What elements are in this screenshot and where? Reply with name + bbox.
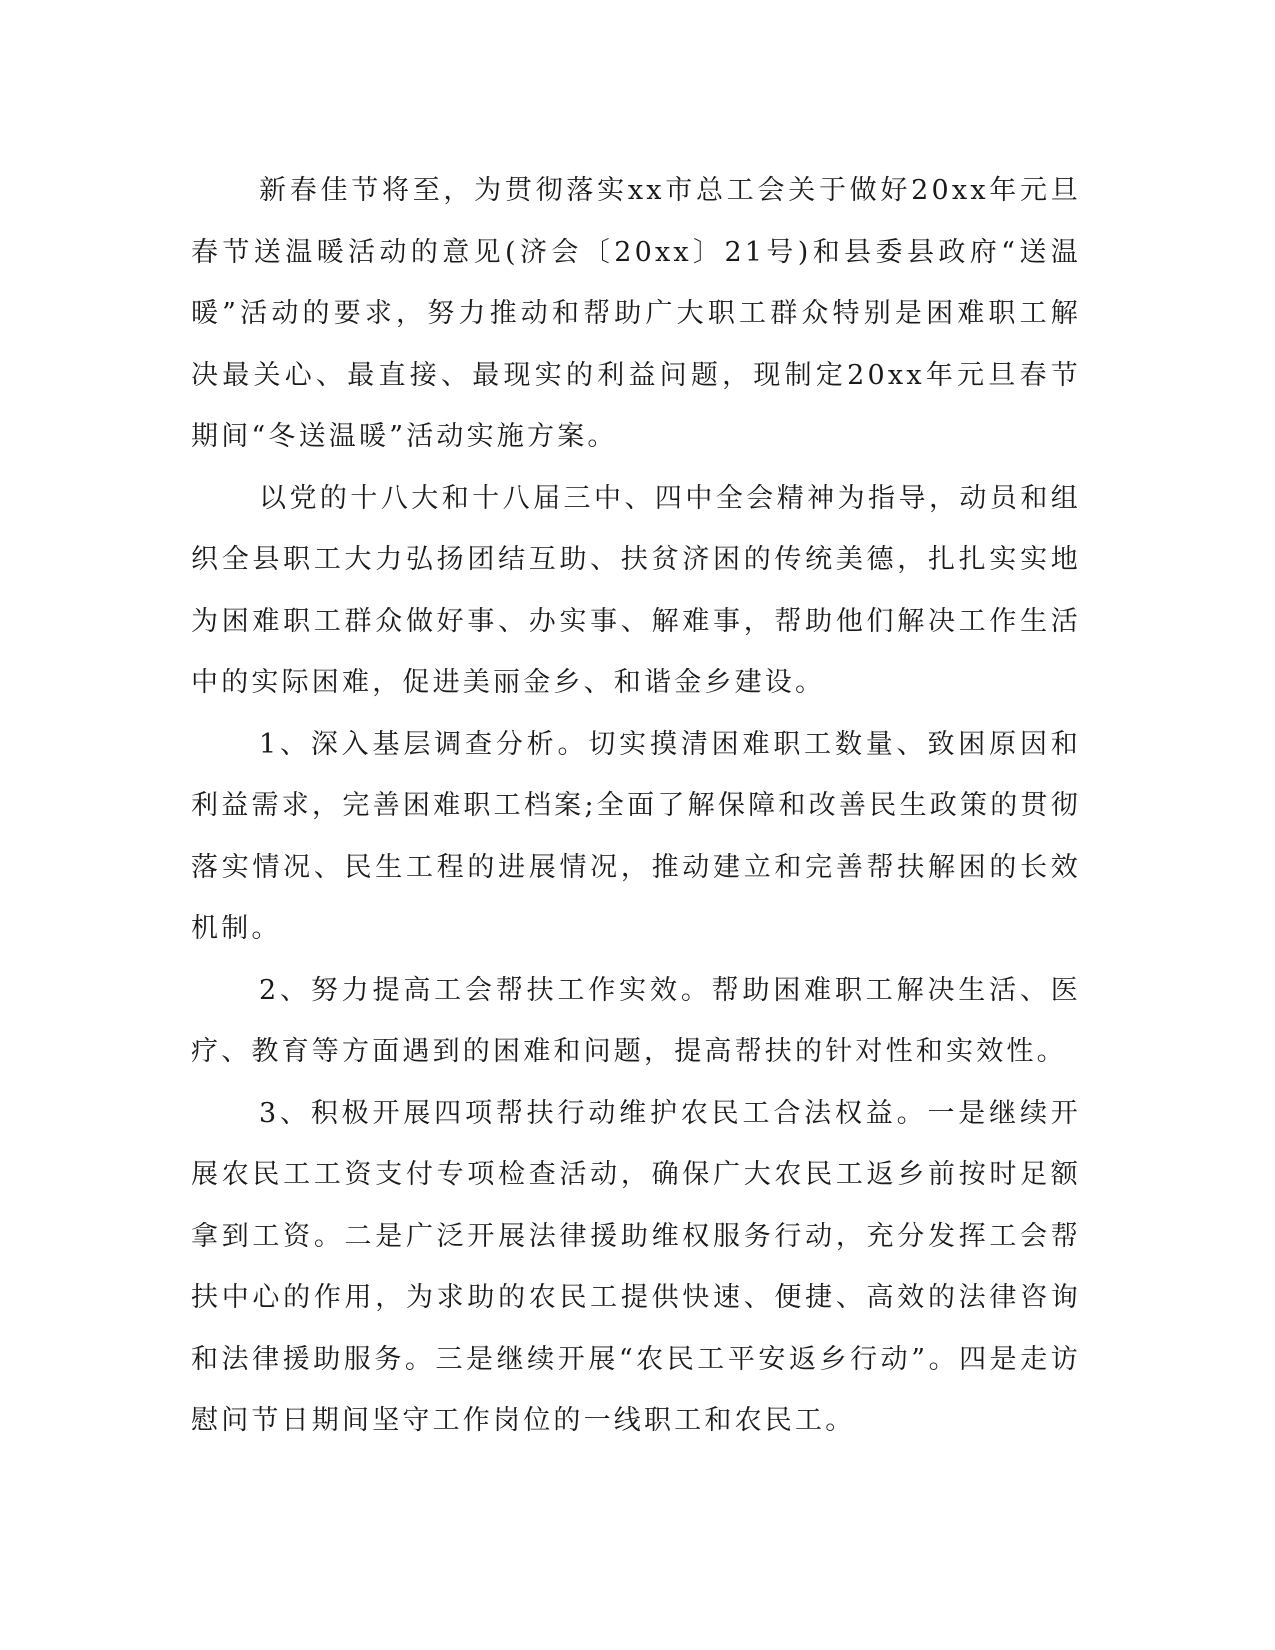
paragraph-item-1: 1、深入基层调查分析。切实摸清困难职工数量、致困原因和利益需求，完善困难职工档案;全面了解保障和改善民生政策的贯彻落实情况、民生工程的进展情况，推动建立和完善帮扶解困的长效机制。 [191,728,1081,944]
document-body [191,160,1081,1452]
paragraph-intro: 新春佳节将至，为贯彻落实xx市总工会关于做好20xx年元旦春节送温暖活动的意见(济会〔20xx〕21号)和县委县政府“送温暖”活动的要求，努力推动和帮助广大职工群众特别是困难职工解决最关心、最直接、最现实的利益问题，现制定20xx年元旦春节期间“冬送温暖”活动实施方案。 [191,175,1081,452]
paragraph-item-3: 3、积极开展四项帮扶行动维护农民工合法权益。一是继续开展农民工工资支付专项检查活动，确保广大农民工返乡前按时足额拿到工资。二是广泛开展法律援助维权服务行动，充分发挥工会帮扶中心的作用，为求助的农民工提供快速、便捷、高效的法律咨询和法律援助服务。三是继续开展“农民工平安返乡行动”。四是走访慰问节日期间坚守工作岗位的一线职工和农民工。 [191,1097,1081,1436]
paragraph-guiding-principle: 以党的十八大和十八届三中、四中全会精神为指导，动员和组织全县职工大力弘扬团结互助、扶贫济困的传统美德，扎扎实实地为困难职工群众做好事、办实事、解难事，帮助他们解决工作生活中的实际困难，促进美丽金乡、和谐金乡建设。 [191,482,1081,698]
paragraph-item-2: 2、努力提高工会帮扶工作实效。帮助困难职工解决生活、医疗、教育等方面遇到的困难和问题，提高帮扶的针对性和实效性。 [191,974,1081,1067]
